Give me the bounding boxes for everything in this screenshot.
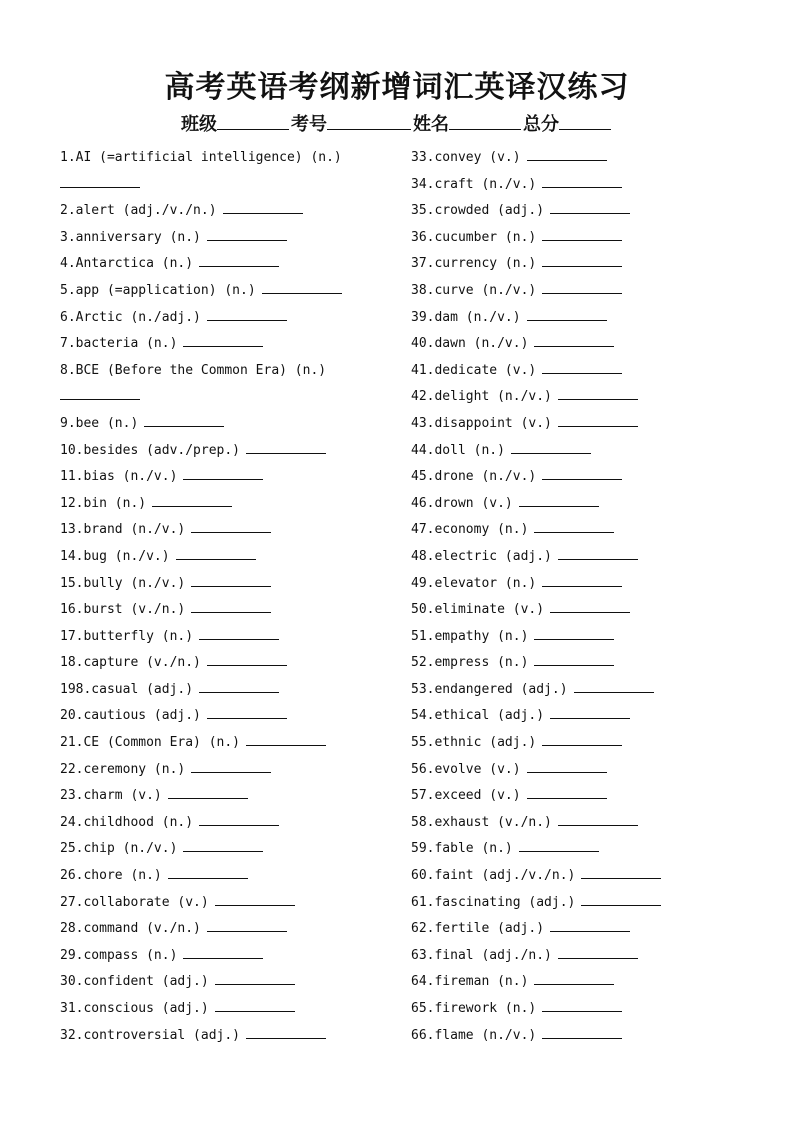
answer-blank[interactable] <box>183 467 263 480</box>
vocab-term: 53.endangered (adj.) <box>411 681 568 697</box>
class-blank[interactable] <box>217 111 289 130</box>
vocab-item <box>411 465 751 492</box>
vocab-item-continuation <box>60 173 405 200</box>
vocab-term: 39.dam (n./v.) <box>411 309 521 325</box>
answer-blank[interactable] <box>60 175 140 188</box>
vocab-item <box>60 146 405 173</box>
answer-blank[interactable] <box>527 148 607 161</box>
answer-blank[interactable] <box>199 813 279 826</box>
vocab-item <box>411 651 751 678</box>
answer-blank[interactable] <box>191 760 271 773</box>
vocab-term: 25.chip (n./v.) <box>60 841 178 857</box>
vocab-term: 57.exceed (v.) <box>411 788 521 804</box>
vocab-term: 37.currency (n.) <box>411 256 537 272</box>
answer-blank[interactable] <box>168 786 248 799</box>
answer-blank[interactable] <box>550 706 630 719</box>
answer-blank[interactable] <box>527 308 607 321</box>
answer-blank[interactable] <box>527 786 607 799</box>
vocab-item <box>60 917 405 944</box>
answer-blank[interactable] <box>550 919 630 932</box>
answer-blank[interactable] <box>542 467 622 480</box>
vocab-term: 8.BCE (Before the Common Era) (n.) <box>60 362 327 378</box>
vocab-term: 29.compass (n.) <box>60 947 178 963</box>
vocab-item <box>411 970 751 997</box>
vocab-term: 31.conscious (adj.) <box>60 1001 209 1016</box>
answer-blank[interactable] <box>527 760 607 773</box>
vocab-item <box>411 146 751 173</box>
vocab-item <box>411 572 751 599</box>
answer-blank[interactable] <box>542 733 622 746</box>
vocab-item <box>411 199 751 226</box>
vocab-item <box>411 944 751 971</box>
vocab-term: 11.bias (n./v.) <box>60 469 178 485</box>
vocab-term: 12.bin (n.) <box>60 495 147 511</box>
answer-blank[interactable] <box>511 441 591 454</box>
vocab-term: 50.eliminate (v.) <box>411 602 545 618</box>
answer-blank[interactable] <box>246 441 326 454</box>
vocab-item <box>60 279 405 306</box>
vocab-term: 46.drown (v.) <box>411 495 513 511</box>
vocab-item <box>411 492 751 519</box>
vocab-term: 17.butterfly (n.) <box>60 628 194 644</box>
answer-blank[interactable] <box>215 893 295 906</box>
answer-blank[interactable] <box>183 839 263 852</box>
answer-blank[interactable] <box>542 175 622 188</box>
answer-blank[interactable] <box>519 839 599 852</box>
vocab-item <box>60 439 405 466</box>
vocab-term: 51.empathy (n.) <box>411 628 529 644</box>
vocab-term: 3.anniversary (n.) <box>60 229 201 245</box>
answer-blank[interactable] <box>144 414 224 427</box>
class-label: 班级 <box>181 114 217 135</box>
vocab-item <box>411 226 751 253</box>
answer-blank[interactable] <box>542 254 622 267</box>
vocab-term: 56.evolve (v.) <box>411 761 521 777</box>
vocab-item <box>60 970 405 997</box>
page-title: 高考英语考纲新增词汇英译汉练习 <box>164 70 630 105</box>
vocab-item <box>411 545 751 572</box>
answer-blank[interactable] <box>176 547 256 560</box>
answer-blank[interactable] <box>558 547 638 560</box>
vocab-item <box>60 306 405 333</box>
vocab-item <box>411 173 751 200</box>
vocab-term: 64.fireman (n.) <box>411 974 529 990</box>
answer-blank[interactable] <box>191 520 271 533</box>
vocab-term: 40.dawn (n./v.) <box>411 336 529 352</box>
answer-blank[interactable] <box>60 387 140 400</box>
vocab-item <box>411 758 751 785</box>
vocab-term: 22.ceremony (n.) <box>60 761 186 777</box>
vocab-item <box>60 837 405 864</box>
answer-blank[interactable] <box>199 627 279 640</box>
vocab-item <box>411 837 751 864</box>
answer-blank[interactable] <box>191 574 271 587</box>
vocab-term: 7.bacteria (n.) <box>60 336 178 352</box>
vocab-term: 47.economy (n.) <box>411 522 529 538</box>
vocab-term: 55.ethnic (adj.) <box>411 735 537 751</box>
vocab-item <box>60 226 405 253</box>
vocab-item <box>60 252 405 279</box>
vocab-item <box>60 864 405 891</box>
vocab-item <box>60 359 405 386</box>
answer-blank[interactable] <box>215 999 295 1012</box>
vocab-term: 15.bully (n./v.) <box>60 575 186 591</box>
answer-blank[interactable] <box>207 706 287 719</box>
name-blank[interactable] <box>449 111 521 130</box>
answer-blank[interactable] <box>542 574 622 587</box>
vocab-item <box>60 704 405 731</box>
answer-blank[interactable] <box>199 680 279 693</box>
answer-blank[interactable] <box>262 281 342 294</box>
answer-blank[interactable] <box>542 281 622 294</box>
vocab-item <box>411 598 751 625</box>
vocab-item <box>411 625 751 652</box>
answer-blank[interactable] <box>534 972 614 985</box>
vocab-item <box>411 997 751 1024</box>
vocab-item <box>60 625 405 652</box>
vocab-item <box>411 1024 751 1051</box>
vocab-item <box>60 891 405 918</box>
vocab-item-continuation <box>60 385 405 412</box>
answer-blank[interactable] <box>534 520 614 533</box>
answer-blank[interactable] <box>558 414 638 427</box>
answer-blank[interactable] <box>558 387 638 400</box>
answer-blank[interactable] <box>519 494 599 507</box>
vocab-item <box>411 439 751 466</box>
vocab-term: 20.cautious (adj.) <box>60 708 201 724</box>
vocab-term: 1.AI (=artificial intelligence) (n.) <box>60 150 342 165</box>
answer-blank[interactable] <box>581 893 661 906</box>
vocab-term: 10.besides (adv./prep.) <box>60 442 241 458</box>
vocab-item <box>60 678 405 705</box>
answer-blank[interactable] <box>152 494 232 507</box>
vocab-item <box>411 518 751 545</box>
vocab-item <box>411 917 751 944</box>
answer-blank[interactable] <box>542 1026 622 1039</box>
answer-blank[interactable] <box>183 334 263 347</box>
student-info-line <box>0 110 794 136</box>
vocab-term: 5.app (=application) (n.) <box>60 282 256 298</box>
vocab-term: 41.dedicate (v.) <box>411 362 537 378</box>
vocab-item <box>60 518 405 545</box>
vocab-item <box>411 784 751 811</box>
vocab-term: 6.Arctic (n./adj.) <box>60 309 201 325</box>
vocab-item <box>411 306 751 333</box>
answer-blank[interactable] <box>542 999 622 1012</box>
answer-blank[interactable] <box>199 254 279 267</box>
vocab-term: 4.Antarctica (n.) <box>60 256 194 272</box>
vocab-term: 24.childhood (n.) <box>60 814 194 830</box>
answer-blank[interactable] <box>534 653 614 666</box>
answer-blank[interactable] <box>550 201 630 214</box>
answer-blank[interactable] <box>542 228 622 241</box>
vocab-term: 33.convey (v.) <box>411 150 521 165</box>
vocab-term: 61.fascinating (adj.) <box>411 894 576 910</box>
name-label: 姓名 <box>413 114 449 135</box>
vocab-term: 43.disappoint (v.) <box>411 415 552 431</box>
vocab-item <box>411 359 751 386</box>
answer-blank[interactable] <box>246 1026 326 1039</box>
vocab-item <box>60 811 405 838</box>
vocab-term: 60.faint (adj./v./n.) <box>411 868 576 884</box>
vocab-term: 54.ethical (adj.) <box>411 708 545 724</box>
vocab-item <box>60 598 405 625</box>
answer-blank[interactable] <box>558 946 638 959</box>
answer-blank[interactable] <box>223 201 303 214</box>
vocab-term: 48.electric (adj.) <box>411 548 552 564</box>
vocab-item <box>411 678 751 705</box>
vocab-item <box>411 385 751 412</box>
vocab-term: 2.alert (adj./v./n.) <box>60 203 217 219</box>
vocab-term: 44.doll (n.) <box>411 442 505 458</box>
answer-blank[interactable] <box>581 866 661 879</box>
answer-blank[interactable] <box>550 600 630 613</box>
vocab-item <box>60 651 405 678</box>
vocab-term: 63.final (adj./n.) <box>411 947 552 963</box>
vocab-item <box>60 492 405 519</box>
vocab-item <box>60 997 405 1024</box>
left-column <box>60 146 405 1050</box>
vocab-item <box>411 332 751 359</box>
vocab-item <box>411 279 751 306</box>
vocab-term: 52.empress (n.) <box>411 655 529 671</box>
vocab-term: 38.curve (n./v.) <box>411 282 537 298</box>
answer-blank[interactable] <box>558 813 638 826</box>
vocab-item <box>60 412 405 439</box>
answer-blank[interactable] <box>246 733 326 746</box>
vocab-item <box>60 944 405 971</box>
vocab-term: 16.burst (v./n.) <box>60 602 186 618</box>
vocab-term: 35.crowded (adj.) <box>411 203 545 219</box>
answer-blank[interactable] <box>542 361 622 374</box>
right-column <box>411 146 751 1050</box>
vocab-item <box>60 731 405 758</box>
number-blank[interactable] <box>327 111 411 130</box>
answer-blank[interactable] <box>183 946 263 959</box>
vocab-item <box>60 572 405 599</box>
vocab-term: 36.cucumber (n.) <box>411 229 537 245</box>
vocab-term: 32.controversial (adj.) <box>60 1027 241 1043</box>
vocab-term: 9.bee (n.) <box>60 415 139 431</box>
vocab-term: 28.command (v./n.) <box>60 921 201 937</box>
score-blank[interactable] <box>559 111 611 130</box>
vocab-term: 27.collaborate (v.) <box>60 894 209 910</box>
vocab-item <box>411 412 751 439</box>
vocab-term: 45.drone (n./v.) <box>411 469 537 485</box>
vocab-term: 66.flame (n./v.) <box>411 1027 537 1043</box>
vocab-item <box>411 704 751 731</box>
number-label: 考号 <box>291 114 327 135</box>
answer-blank[interactable] <box>207 308 287 321</box>
vocab-term: 30.confident (adj.) <box>60 974 209 990</box>
vocab-item <box>60 465 405 492</box>
vocab-term: 13.brand (n./v.) <box>60 522 186 538</box>
answer-blank[interactable] <box>207 228 287 241</box>
vocab-term: 14.bug (n./v.) <box>60 548 170 564</box>
vocab-item <box>411 864 751 891</box>
answer-blank[interactable] <box>168 866 248 879</box>
answer-blank[interactable] <box>207 919 287 932</box>
vocab-term: 49.elevator (n.) <box>411 575 537 591</box>
answer-blank[interactable] <box>534 627 614 640</box>
vocab-item <box>60 332 405 359</box>
vocab-term: 58.exhaust (v./n.) <box>411 814 552 830</box>
vocab-item <box>60 784 405 811</box>
vocab-term: 34.craft (n./v.) <box>411 176 537 192</box>
vocab-item <box>60 199 405 226</box>
vocab-item <box>60 1024 405 1051</box>
vocab-term: 23.charm (v.) <box>60 788 162 804</box>
vocab-item <box>411 731 751 758</box>
score-label: 总分 <box>523 114 559 135</box>
vocab-term: 18.capture (v./n.) <box>60 655 201 671</box>
answer-blank[interactable] <box>215 972 295 985</box>
vocab-term: 65.firework (n.) <box>411 1001 537 1016</box>
answer-blank[interactable] <box>574 680 654 693</box>
answer-blank[interactable] <box>191 600 271 613</box>
vocab-item <box>60 545 405 572</box>
vocab-term: 62.fertile (adj.) <box>411 921 545 937</box>
vocab-term: 198.casual (adj.) <box>60 681 194 697</box>
vocab-item <box>60 758 405 785</box>
vocab-item <box>411 252 751 279</box>
vocab-item <box>411 891 751 918</box>
answer-blank[interactable] <box>207 653 287 666</box>
vocab-item <box>411 811 751 838</box>
vocab-term: 42.delight (n./v.) <box>411 389 552 405</box>
vocab-term: 21.CE (Common Era) (n.) <box>60 735 241 751</box>
answer-blank[interactable] <box>534 334 614 347</box>
vocab-term: 59.fable (n.) <box>411 841 513 857</box>
vocab-term: 26.chore (n.) <box>60 868 162 884</box>
